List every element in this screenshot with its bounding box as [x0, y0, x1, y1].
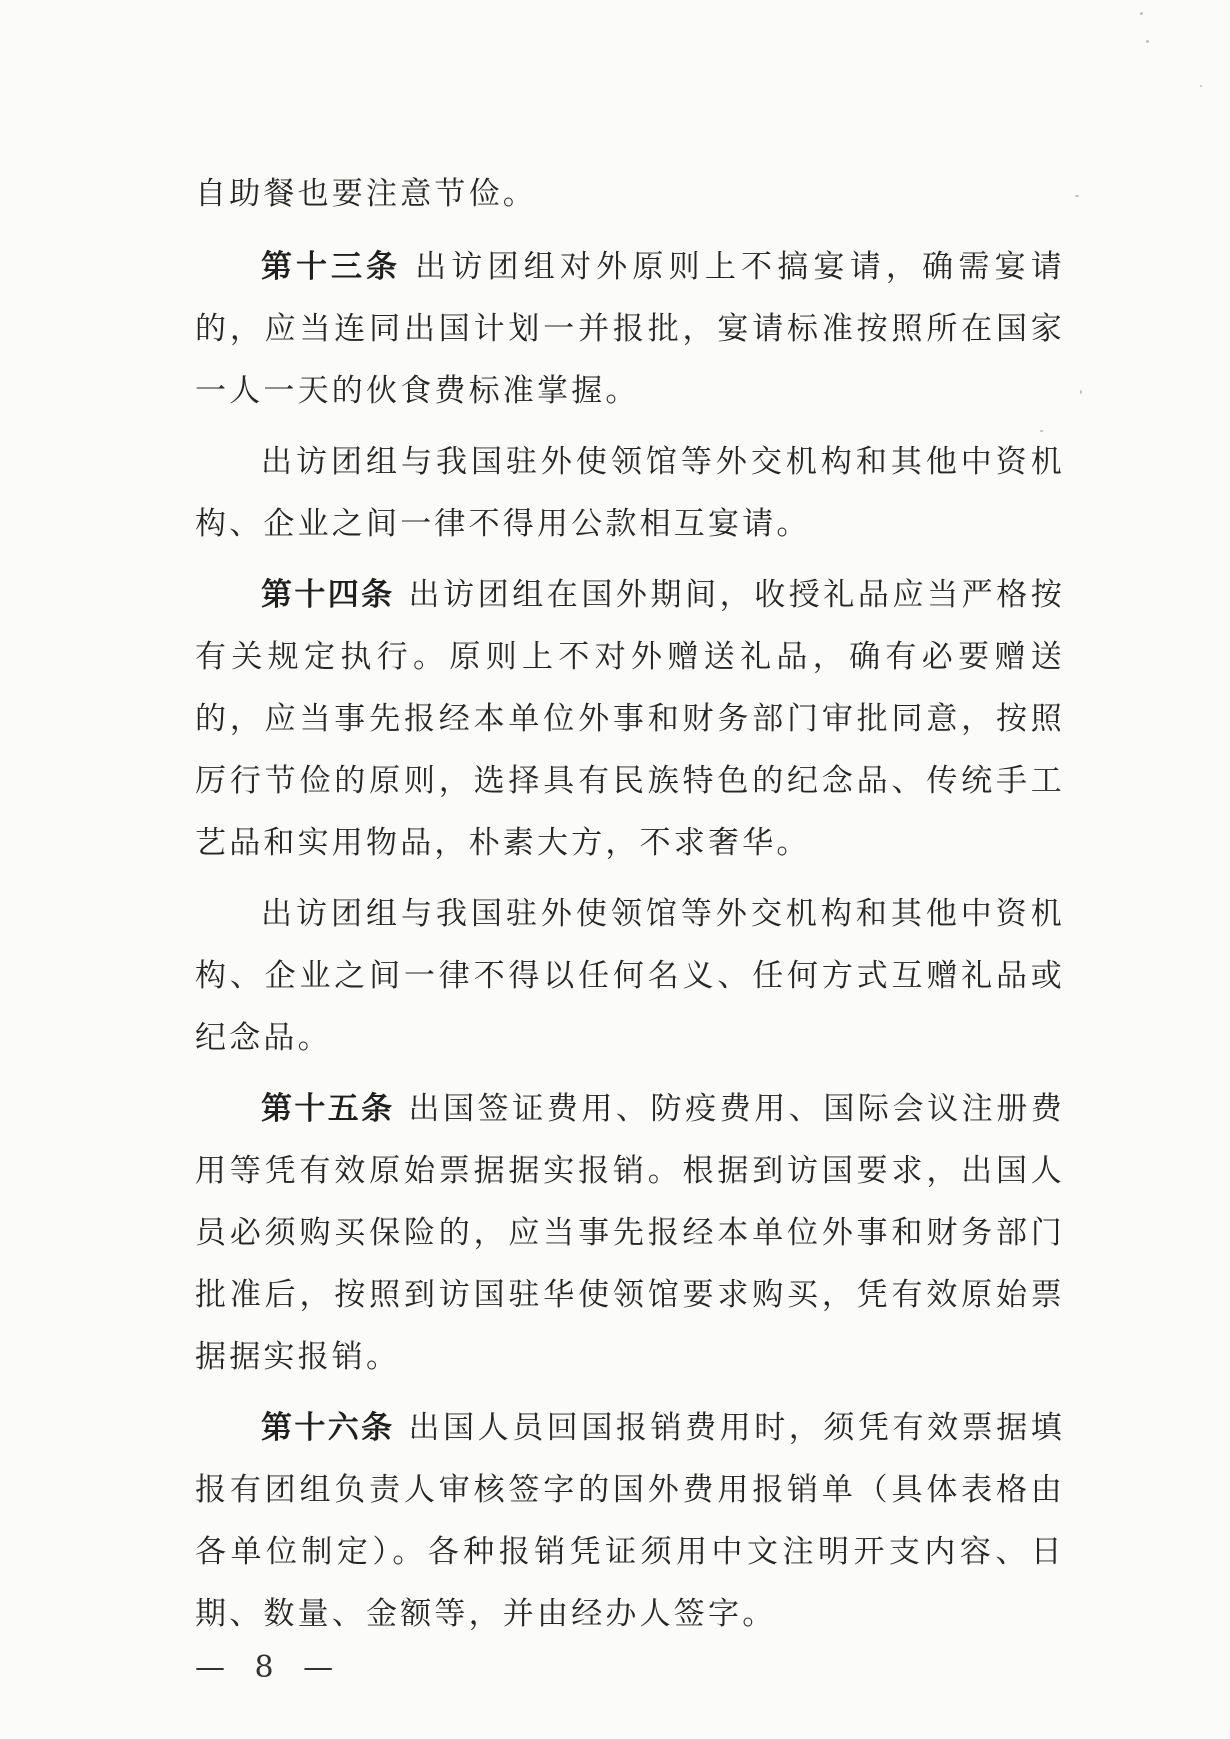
article-paragraph [195, 1397, 1065, 1645]
paragraph-text: 出访团组与我国驻外使领馆等外交机构和其他中资机构、企业之间一律不得以任何名义、任何方式互赠礼品或纪念品。 [195, 896, 1065, 1056]
paragraph-text: 出访团组对外原则上不搞宴请，确需宴请的，应当连同出国计划一并报批，宴请标准按照所在国家一人一天的伙食费标准掌握。 [195, 249, 1065, 409]
body-paragraph [195, 163, 1065, 225]
paragraph-text: 自助餐也要注意节俭。 [195, 176, 537, 212]
paragraph-text: 出访团组在国外期间，收授礼品应当严格按有关规定执行。原则上不对外赠送礼品，确有必要赠送的，应当事先报经本单位外事和财务部门审批同意，按照厉行节俭的原则，选择具有民族特色的纪念品、传统手工艺品和实用物品，朴素大方，不求奢华。 [195, 577, 1065, 861]
article-number: 第十六条 [261, 1410, 395, 1446]
scan-speck [1200, 85, 1202, 87]
scan-speck [1040, 430, 1043, 432]
article-number: 第十五条 [261, 1091, 395, 1127]
article-paragraph [195, 1078, 1065, 1388]
body-paragraph [195, 883, 1065, 1069]
article-paragraph [195, 564, 1065, 874]
body-paragraph [195, 431, 1065, 555]
article-number: 第十三条 [261, 249, 402, 285]
article-paragraph [195, 236, 1065, 422]
paragraph-text: 出国签证费用、防疫费用、国际会议注册费用等凭有效原始票据据实报销。根据到访国要求，出国人员必须购买保险的，应当事先报经本单位外事和财务部门批准后，按照到访国驻华使领馆要求购买，凭有效原始票据据实报销。 [195, 1091, 1065, 1375]
paragraph-text: 出访团组与我国驻外使领馆等外交机构和其他中资机构、企业之间一律不得用公款相互宴请。 [195, 444, 1065, 542]
paragraph-text: 出国人员回国报销费用时，须凭有效票据填报有团组负责人审核签字的国外费用报销单（具体表格由各单位制定）。各种报销凭证须用中文注明开支内容、日期、数量、金额等，并由经办人签字。 [195, 1410, 1065, 1632]
article-number: 第十四条 [261, 577, 395, 613]
document-body [195, 163, 1065, 1645]
scan-speck [1146, 40, 1149, 43]
page-number: — 8 — [195, 1650, 344, 1685]
scan-speck [1075, 195, 1079, 197]
scan-speck [1140, 12, 1143, 15]
scan-speck [1080, 390, 1082, 394]
